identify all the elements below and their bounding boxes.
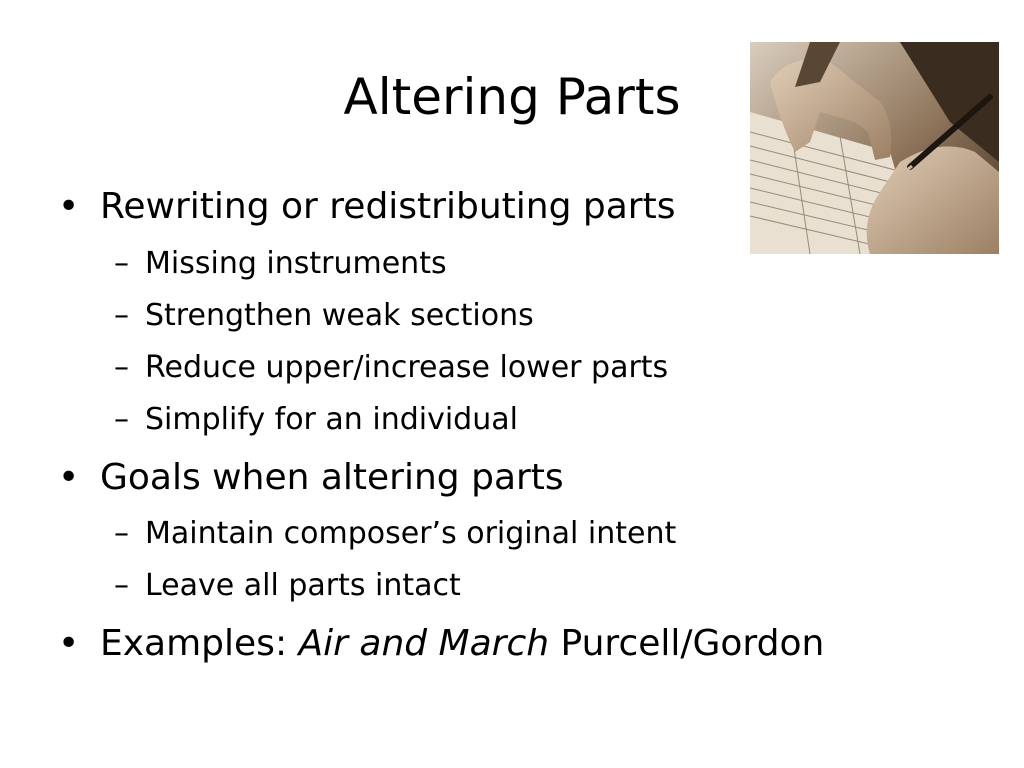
composer-arranger: Purcell/Gordon <box>549 623 825 664</box>
dash-glyph: – <box>114 246 129 281</box>
bullet-text <box>100 622 824 666</box>
bullet-glyph: • <box>58 457 80 498</box>
piece-title: Air and March <box>298 623 550 664</box>
bullet-glyph: • <box>58 623 80 664</box>
bullet-text: Rewriting or redistributing parts <box>100 186 676 227</box>
bullet-glyph: • <box>58 186 80 227</box>
hands-writing-score-icon <box>750 42 999 254</box>
bullet-text: Goals when altering parts <box>100 457 564 498</box>
sub-bullet-text: Leave all parts intact <box>145 568 461 603</box>
dash-glyph: – <box>114 402 129 437</box>
dash-glyph: – <box>114 516 129 551</box>
dash-glyph: – <box>114 568 129 603</box>
dash-glyph: – <box>114 350 129 385</box>
score-photo <box>750 42 999 254</box>
sub-bullet-text: Missing instruments <box>145 246 447 281</box>
sub-bullet-text: Strengthen weak sections <box>145 298 534 333</box>
sub-bullet-text: Reduce upper/increase lower parts <box>145 350 669 385</box>
examples-prefix: Examples: <box>100 623 299 664</box>
dash-glyph: – <box>114 298 129 333</box>
sub-bullet-text: Maintain composer’s original intent <box>145 516 677 551</box>
slide-title: Altering Parts <box>343 68 681 126</box>
sub-bullet-text: Simplify for an individual <box>145 402 518 437</box>
